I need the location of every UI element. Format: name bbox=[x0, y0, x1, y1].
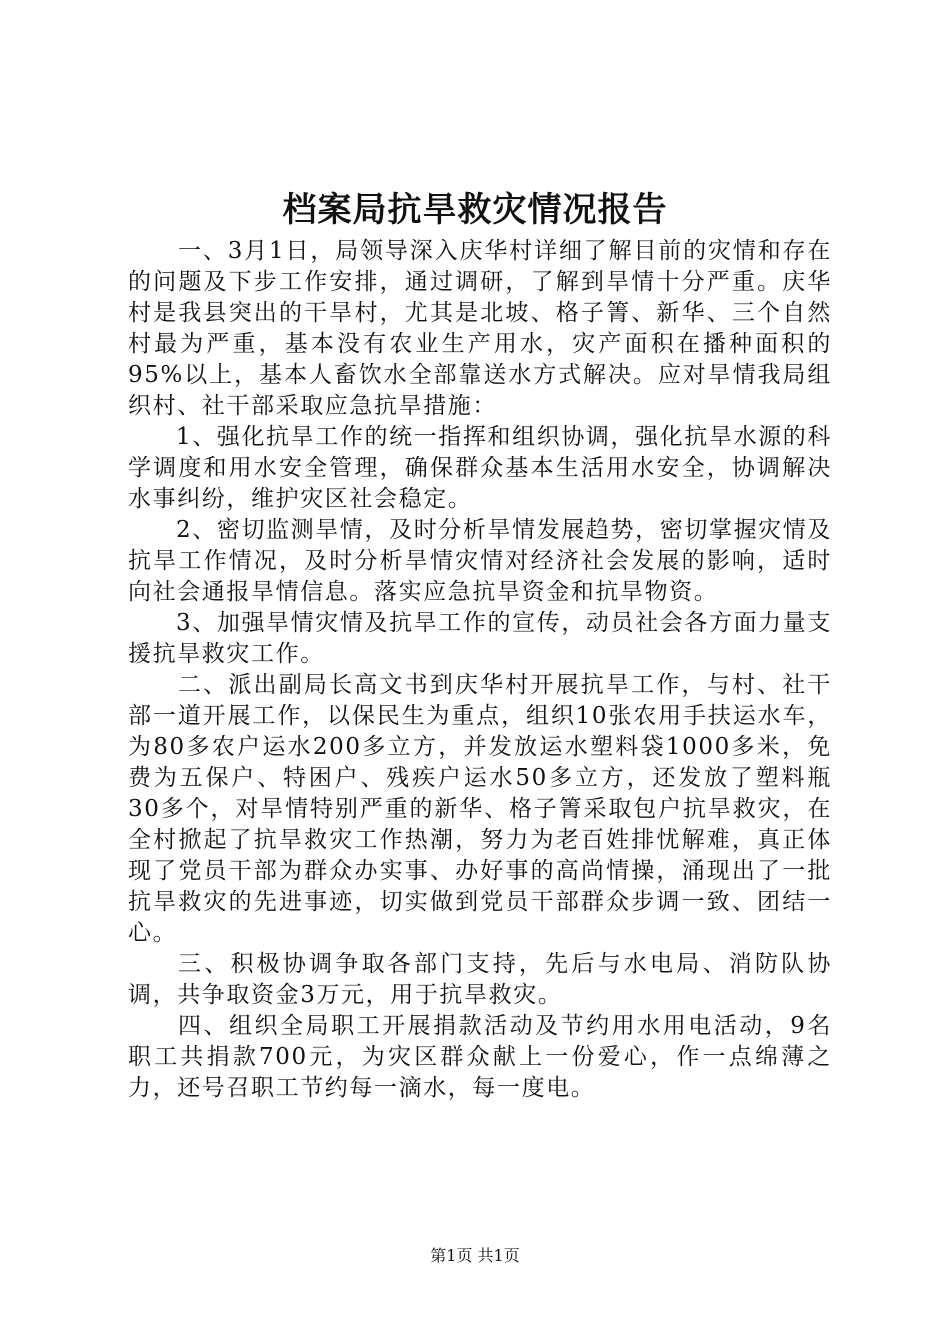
document-body bbox=[128, 236, 832, 1104]
document-title: 档案局抗旱救灾情况报告 bbox=[282, 190, 668, 230]
paragraph-section-3: 三、积极协调争取各部门支持，先后与水电局、消防队协调，共争取资金3万元，用于抗旱救灾。 bbox=[128, 951, 832, 1008]
paragraph-section-4: 四、组织全局职工开展捐款活动及节约用水用电活动，9名职工共捐款700元，为灾区群众献上一份爱心，作一点绵薄之力，还号召职工节约每一滴水，每一度电。 bbox=[128, 1013, 832, 1101]
paragraph-measure-2: 2、密切监测旱情，及时分析旱情发展趋势，密切掌握灾情及抗旱工作情况，及时分析旱情灾情对经济社会发展的影响，适时向社会通报旱情信息。落实应急抗旱资金和抗旱物资。 bbox=[128, 517, 832, 605]
page-footer: 第1页 共1页 bbox=[430, 1246, 520, 1265]
paragraph-measure-3: 3、加强旱情灾情及抗旱工作的宣传，动员社会各方面力量支援抗旱救灾工作。 bbox=[128, 610, 832, 667]
paragraph-section-2: 二、派出副局长高文书到庆华村开展抗旱工作，与村、社干部一道开展工作，以保民生为重点，组织10张农用手扶运水车，为80多农户运水200多立方，并发放运水塑料袋1000多米，免费为五保户、特困户、残疾户运水50多立方，还发放了塑料瓶30多个，对旱情特别严重的新华、格子箐采取包户抗旱救灾，在全村掀起了抗旱救灾工作热潮，努力为老百姓排忧解难，真正体现了党员干部为群众办实事、办好事的高尚情操，涌现出了一批抗旱救灾的先进事迹，切实做到党员干部群众步调一致、团结一心。 bbox=[128, 672, 832, 946]
paragraph-section-1: 一、3月1日，局领导深入庆华村详细了解目前的灾情和存在的问题及下步工作安排，通过调研，了解到旱情十分严重。庆华村是我县突出的干旱村，尤其是北坡、格子箐、新华、三个自然村最为严重，基本没有农业生产用水，灾产面积在播种面积的95%以上，基本人畜饮水全部靠送水方式解决。应对旱情我局组织村、社干部采取应急抗旱措施： bbox=[128, 238, 832, 419]
paragraph-measure-1: 1、强化抗旱工作的统一指挥和组织协调，强化抗旱水源的科学调度和用水安全管理，确保群众基本生活用水安全，协调解决水事纠纷，维护灾区社会稳定。 bbox=[128, 424, 832, 512]
